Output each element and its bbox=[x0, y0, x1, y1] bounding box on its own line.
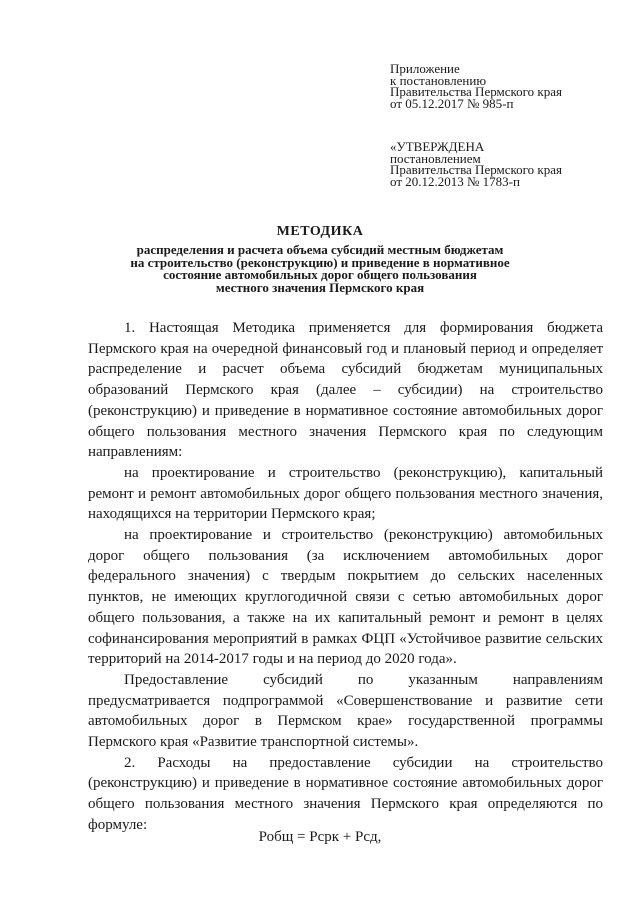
appendix-line: Правительства Пермского края bbox=[390, 84, 562, 99]
paragraph-4: Предоставление субсидий по указанным направлениям предусматривается подпрограммой «Совершенствование и развитие сети автомобильных дорог в Пермском крае» государственной программы Пермского края «Развитие транспортной системы». bbox=[88, 671, 603, 751]
approval-line: «УТВЕРЖДЕНА bbox=[390, 139, 485, 154]
paragraph-2: на проектирование и строительство (реконструкцию), капитальный ремонт и ремонт автомобильных дорог общего пользования местного значения, находящихся на территории Пермского края; bbox=[88, 464, 603, 523]
approval-line: постановлением bbox=[390, 150, 481, 166]
paragraph-1: 1. Настоящая Методика применяется для формирования бюджета Пермского края на очередной финансовый год и плановый период и определяет распределение и расчет объема субсидий бюджетам муниципальных образований Пермского края (далее – субсидии) на строительство (реконструкцию) и приведение в нормативное состояние автомобильных дорог общего пользования местного значения Пермского края по следующим направлениям: bbox=[88, 320, 603, 461]
subtitle-line: состояние автомобильных дорог общего пользования bbox=[163, 267, 477, 283]
formula: Робщ = Рсрк + Рсд, bbox=[258, 829, 382, 845]
appendix-block bbox=[390, 63, 562, 109]
subtitle-line: распределения и расчета объема субсидий местным бюджетам bbox=[136, 242, 504, 257]
document-title: МЕТОДИКА bbox=[276, 224, 364, 239]
approval-block bbox=[390, 141, 562, 187]
document-body bbox=[88, 318, 603, 836]
paragraph-5: 2. Расходы на предоставление субсидии на строительство (реконструкцию) и приведение в нормативное состояние автомобильных дорог общего пользования местного значения Пермского края определяются по формуле: bbox=[88, 754, 603, 833]
subtitle-line: местного значения Пермского края bbox=[215, 279, 425, 295]
appendix-line: Приложение bbox=[390, 61, 460, 76]
approval-line: Правительства Пермского края bbox=[390, 162, 562, 177]
document-subtitle bbox=[0, 244, 640, 294]
paragraph-3: на проектирование и строительство (реконструкцию) автомобильных дорог общего пользования (за исключением автомобильных дорог федерального значения) с твердым покрытием до сельских населенных пунктов, не имеющих круглогодичной связи с сетью автомобильных дорог общего пользования, а также на их капитальный ремонт и ремонт в целях софинансирования мероприятий в рамках ФЦП «Устойчивое развитие сельских территорий на 2014-2017 годы и на период до 2020 года». bbox=[88, 527, 603, 668]
approval-line: от 20.12.2013 № 1783-п bbox=[390, 173, 520, 189]
appendix-line: от 05.12.2017 № 985-п bbox=[390, 95, 514, 111]
subtitle-line: на строительство (реконструкцию) и приведение в нормативное bbox=[130, 254, 510, 270]
appendix-line: к постановлению bbox=[390, 72, 487, 88]
